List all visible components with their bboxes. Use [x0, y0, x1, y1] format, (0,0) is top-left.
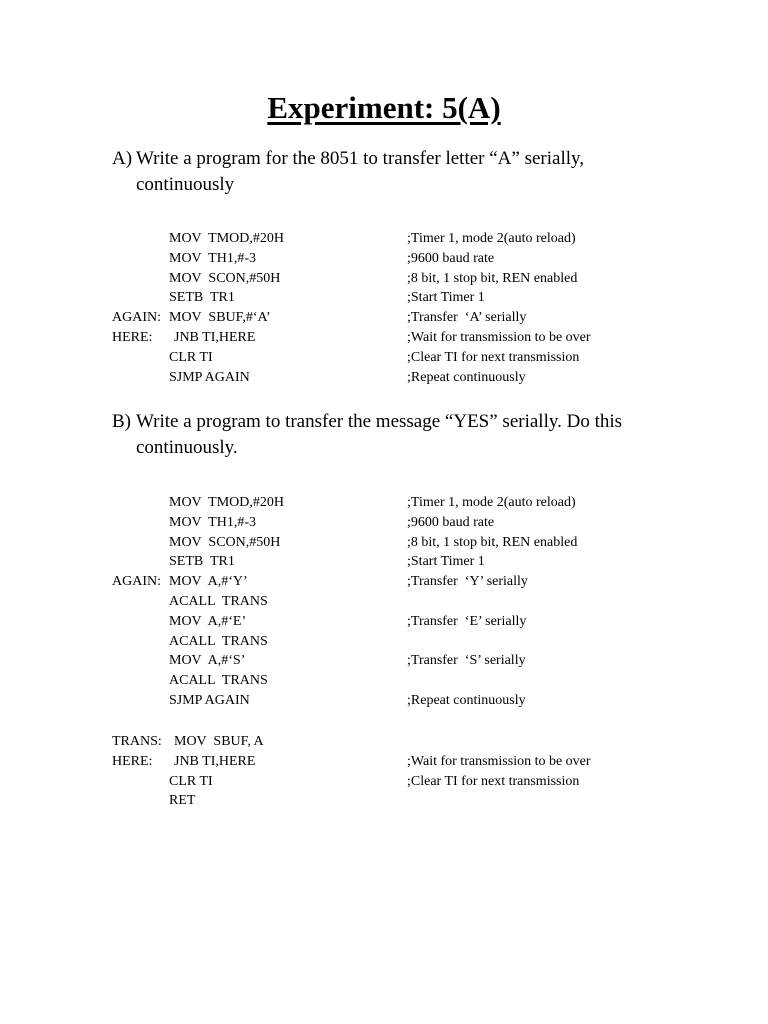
code-instruction: MOV TH1,#-3	[169, 250, 256, 266]
code-label: HERE:	[112, 329, 153, 345]
code-line	[112, 269, 732, 289]
code-instruction: CLR TI	[169, 349, 213, 365]
code-label: AGAIN:	[112, 574, 161, 590]
code-comment: ;Transfer ‘Y’ serially	[407, 574, 528, 590]
code-comment: ;Start Timer 1	[407, 554, 485, 570]
code-line	[112, 368, 732, 388]
code-instruction: MOV SCON,#50H	[169, 270, 281, 286]
code-instruction: MOV TMOD,#20H	[169, 231, 284, 246]
code-line	[112, 752, 732, 772]
code-line	[112, 791, 732, 811]
code-comment: ;Wait for transmission to be over	[407, 753, 591, 769]
code-listing-a	[112, 229, 732, 387]
question-b-letter: B)	[112, 411, 131, 432]
question-a-letter: A)	[112, 148, 133, 169]
code-instruction: MOV A,#‘S’	[169, 653, 246, 669]
code-comment: ;8 bit, 1 stop bit, REN enabled	[407, 534, 578, 550]
code-line	[112, 513, 732, 533]
code-line	[112, 732, 732, 752]
page-title: Experiment: 5(A)	[267, 90, 501, 125]
code-label: AGAIN:	[112, 310, 161, 326]
code-comment: ;Clear TI for next transmission	[407, 773, 580, 789]
code-comment: ;Start Timer 1	[407, 290, 485, 306]
code-label: HERE:	[112, 753, 153, 769]
code-comment: ;9600 baud rate	[407, 250, 495, 266]
code-instruction: SJMP AGAIN	[169, 369, 250, 385]
code-line	[112, 348, 732, 368]
code-instruction: MOV SBUF, A	[174, 734, 264, 749]
code-instruction: ACALL TRANS	[169, 593, 268, 609]
code-comment: ;8 bit, 1 stop bit, REN enabled	[407, 270, 578, 286]
code-instruction: JNB TI,HERE	[174, 753, 256, 769]
code-label: TRANS:	[112, 734, 162, 749]
code-instruction: CLR TI	[169, 773, 213, 789]
code-comment: ;Repeat continuously	[407, 369, 526, 385]
code-line	[112, 592, 732, 612]
code-comment: ;Transfer ‘E’ serially	[407, 613, 527, 629]
code-line	[112, 493, 732, 513]
code-line	[112, 533, 732, 553]
code-line	[112, 651, 732, 671]
code-line	[112, 632, 732, 652]
code-instruction: MOV TH1,#-3	[169, 514, 256, 530]
code-listing-b	[112, 493, 732, 711]
code-comment: ;Transfer ‘A’ serially	[407, 310, 527, 326]
code-comment: ;Wait for transmission to be over	[407, 329, 591, 345]
question-b	[112, 409, 652, 461]
code-line	[112, 691, 732, 711]
code-instruction: SETB TR1	[169, 290, 235, 306]
code-line	[112, 229, 732, 249]
code-comment: ;Repeat continuously	[407, 692, 526, 708]
code-instruction: MOV A,#‘Y’	[169, 574, 248, 590]
code-line	[112, 612, 732, 632]
code-instruction: SJMP AGAIN	[169, 692, 250, 708]
code-line	[112, 572, 732, 592]
code-comment: ;Timer 1, mode 2(auto reload)	[407, 231, 576, 246]
code-comment: ;Timer 1, mode 2(auto reload)	[407, 495, 576, 510]
code-listing-b-subroutine	[112, 732, 732, 811]
code-instruction: ACALL TRANS	[169, 673, 268, 689]
code-line	[112, 772, 732, 792]
code-comment: ;9600 baud rate	[407, 514, 495, 530]
question-b-text: Write a program to transfer the message “YES” serially. Do this continuously.	[136, 411, 623, 458]
code-instruction: JNB TI,HERE	[174, 329, 256, 345]
code-instruction: RET	[169, 793, 196, 809]
code-line	[112, 552, 732, 572]
code-line	[112, 249, 732, 269]
code-instruction: MOV SCON,#50H	[169, 534, 281, 550]
code-line	[112, 671, 732, 691]
code-instruction: SETB TR1	[169, 554, 235, 570]
question-a	[112, 146, 652, 198]
code-comment: ;Clear TI for next transmission	[407, 349, 580, 365]
code-instruction: MOV SBUF,#‘A’	[169, 310, 271, 326]
code-comment: ;Transfer ‘S’ serially	[407, 653, 526, 669]
code-line	[112, 328, 732, 348]
code-line	[112, 288, 732, 308]
question-a-text: Write a program for the 8051 to transfer letter “A” serially, continuously	[136, 148, 585, 195]
code-instruction: MOV TMOD,#20H	[169, 495, 284, 510]
code-instruction: MOV A,#‘E’	[169, 613, 247, 629]
code-instruction: ACALL TRANS	[169, 633, 268, 649]
code-line	[112, 308, 732, 328]
